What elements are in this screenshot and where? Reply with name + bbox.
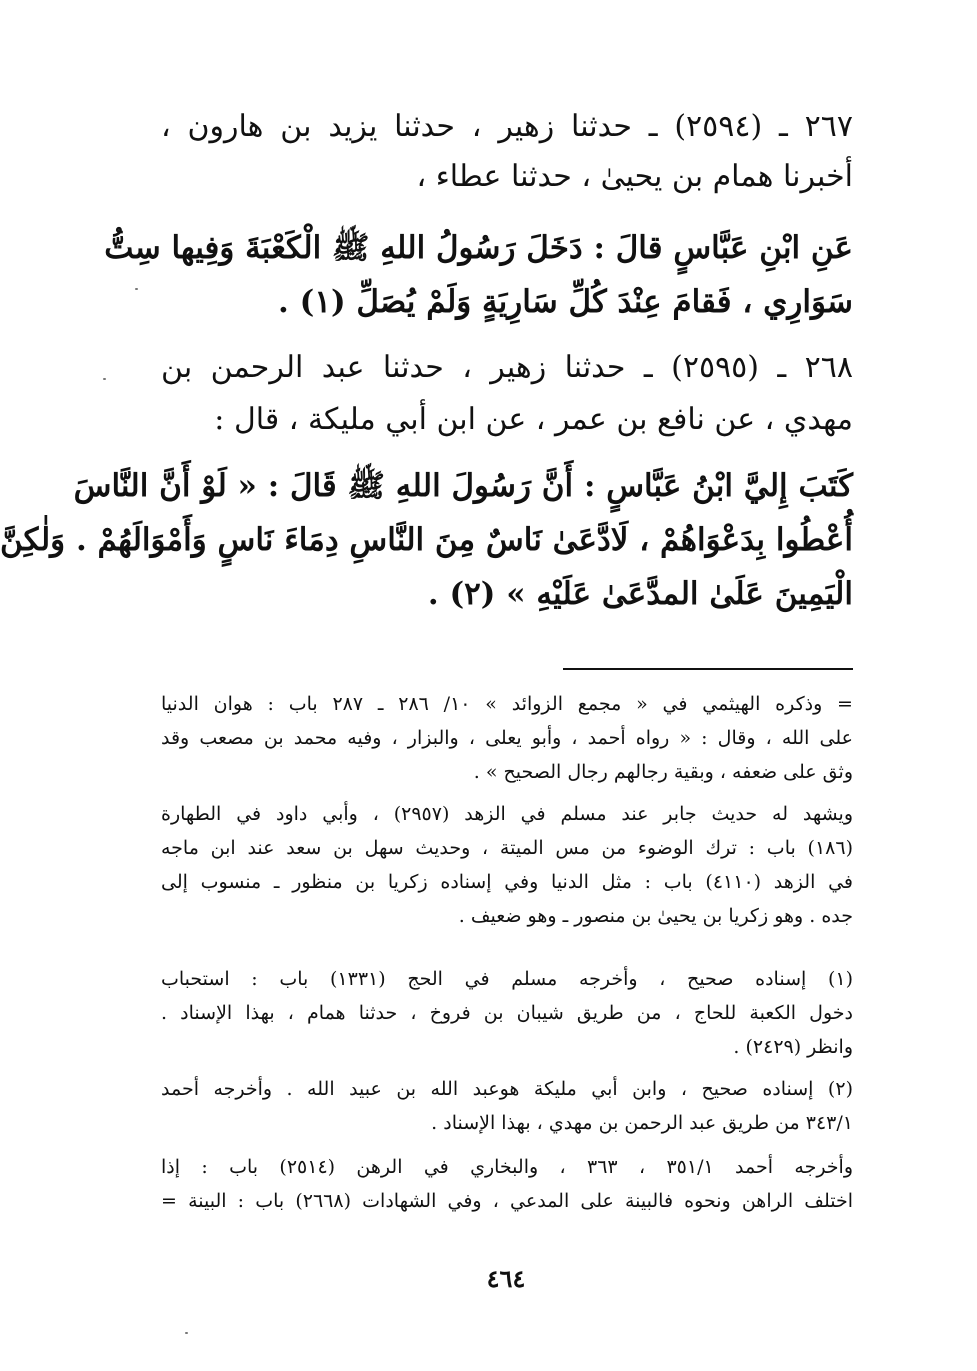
footnote-line: دخول الكعبة للحاج ، من طريق شيبان بن فروخ ، حدثنا همام ، بهذا الإسناد . xyxy=(161,1002,853,1024)
footnote-line: (١٨٦) باب : ترك الوضوء من مس الميتة ، وحديث سهل بن سعد عند ابن ماجه xyxy=(161,837,853,859)
hadith-268-matn-line-2: أُعْطُوا بِدَعْوَاهُمْ ، لَادَّعَىٰ نَاسٌ مِنَ النَّاسِ دِمَاءَ نَاسٍ وَأَمْوَالَهُمْ . وَلٰكِنَّ xyxy=(0,522,853,558)
footnote-line: وانظر (٢٤٢٩) . xyxy=(733,1036,853,1058)
hadith-268-matn-line-1: كَتَبَ إِليَّ ابْنُ عَبَّاسٍ : أَنَّ رَسُولَ اللهِ ﷺ قَالَ : « لَوْ أَنَّ النَّاسَ xyxy=(73,468,853,504)
footnote-line: في الزهد (٤١١٠) باب : مثل الدنيا وفي إسناده زكريا بن منظور ـ منسوب إلى xyxy=(161,871,853,893)
footnote-line: = وذكره الهيثمي في « مجمع الزوائد » ١٠/ ٢٨٦ ـ ٢٨٧ باب : هوان الدنيا xyxy=(161,693,853,715)
footnote-line: (٢) إسناده صحيح ، وابن أبي مليكة هوعبد الله بن عبيد الله . وأخرجه أحمد xyxy=(161,1078,853,1100)
hadith-267-isnad-line-1: ٢٦٧ ـ (٢٥٩٤) ـ حدثنا زهير ، حدثنا يزيد بن هارون ، xyxy=(161,109,853,144)
hadith-268-isnad-line-1: ٢٦٨ ـ (٢٥٩٥) ـ حدثنا زهير ، حدثنا عبد الرحمن بن xyxy=(161,350,853,385)
scan-speck xyxy=(103,378,106,380)
hadith-267-matn-line-2: سَوَارِي ، فَقامَ عِنْدَ كُلِّ سَارِيَةٍ وَلَمْ يُصَلِّ (١) . xyxy=(278,284,853,320)
scan-speck xyxy=(185,1332,188,1334)
hadith-268-matn-line-3: الْيَمِينَ عَلَىٰ المدَّعَىٰ عَلَيْهِ » (٢) . xyxy=(427,576,853,612)
footnote-line: وثق على ضعفه ، وبقية رجالهم رجال الصحيح » . xyxy=(473,761,853,783)
footnote-line: اختلف الراهن ونحوه فالبينة على المدعي ، وفي الشهادات (٢٦٦٨) باب : البينة = xyxy=(161,1190,854,1212)
footnote-line: (١) إسناده صحيح ، وأخرجه مسلم في الحج (١٣٣١) باب : استحباب xyxy=(161,968,853,990)
page-number: ٤٦٤ xyxy=(486,1264,526,1293)
hadith-268-isnad-line-2: مهدي ، عن نافع بن عمر ، عن ابن أبي مليكة ، قال : xyxy=(214,402,853,437)
hadith-267-matn-line-1: عَنِ ابْنِ عَبَّاسٍ قالَ : دَخَلَ رَسُولُ اللهِ ﷺ الْكَعْبَةَ وَفِيها سِتُّ xyxy=(104,230,853,266)
footnote-line: وأخرجه أحمد ٣٥١/١ ، ٣٦٣ ، والبخاري في الرهن (٢٥١٤) باب : إذا xyxy=(161,1156,853,1178)
footnote-line: ويشهد له حديث جابر عند مسلم في الزهد (٢٩٥٧) ، وأبي داود في الطهارة xyxy=(161,803,854,825)
footnote-separator xyxy=(563,668,853,670)
scan-speck xyxy=(135,288,138,290)
footnote-line: على الله ، وقال : « رواه أحمد ، وأبو يعلى ، والبزار ، وفيه محمد بن مصعب وقد xyxy=(161,727,853,749)
footnote-line: ٣٤٣/١ من طريق عبد الرحمن بن مهدي ، بهذا الإسناد . xyxy=(431,1112,853,1134)
footnote-line: جده . وهو زكريا بن يحيىٰ بن منصور ـ وهو ضعيف . xyxy=(458,905,853,927)
hadith-267-isnad-line-2: أخبرنا همام بن يحيىٰ ، حدثنا عطاء ، xyxy=(416,159,853,194)
